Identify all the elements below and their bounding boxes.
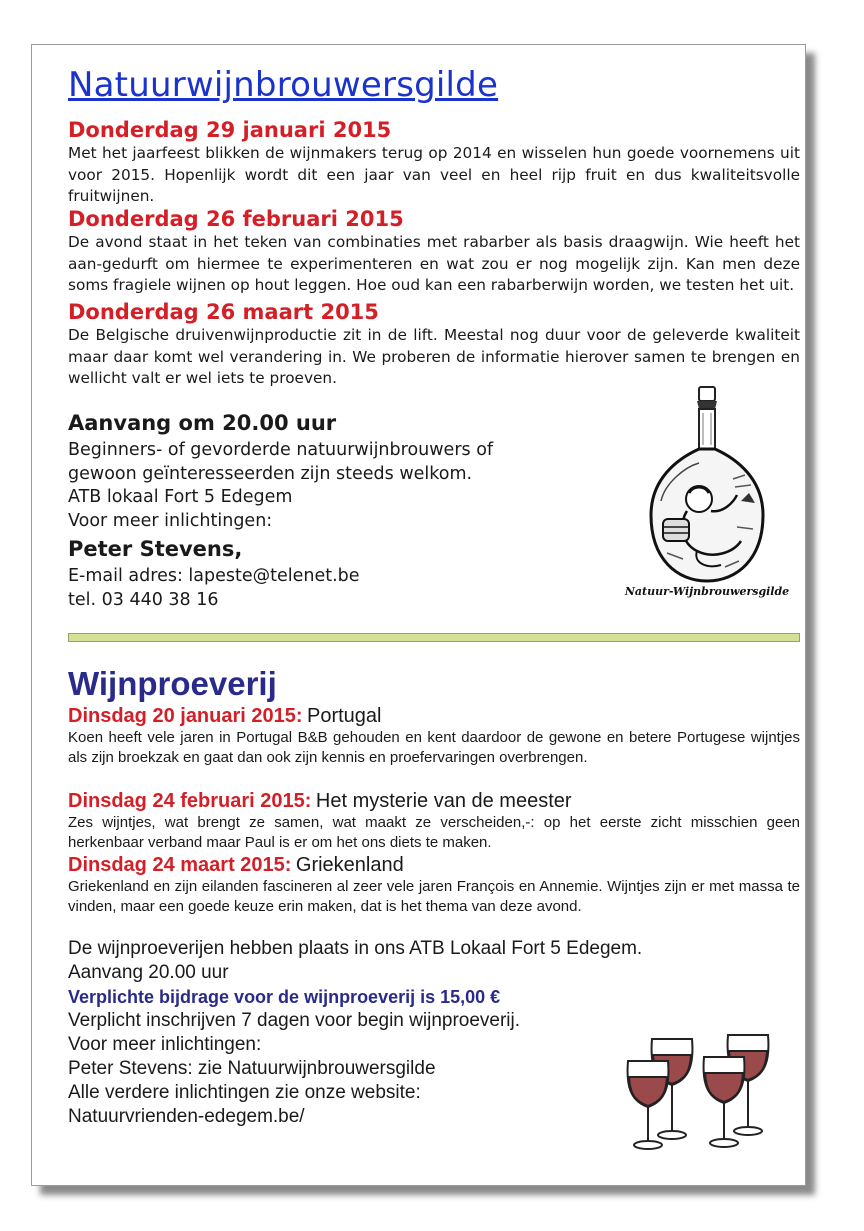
section2-event-2 bbox=[68, 790, 800, 852]
section2-event-1 bbox=[68, 705, 800, 767]
contact-name: Peter Stevens, bbox=[68, 537, 243, 561]
wine-glasses-icon bbox=[624, 1033, 780, 1153]
contact-line: Peter Stevens: zie Natuurwijnbrouwersgilde bbox=[68, 1058, 436, 1079]
event-topic: Griekenland bbox=[295, 854, 404, 876]
event-text: De Belgische druivenwijnproductie zit in de lift. Meestal nog duur voor de geleverde kwaliteit maar daar komt wel verandering in. We proberen de informatie hierover samen te brengen en wellicht valt er wel iets te proeven. bbox=[68, 326, 800, 387]
wine-bottle-cherub-icon bbox=[624, 383, 790, 599]
event-text: Koen heeft vele jaren in Portugal B&B gehouden en kent daardoor de gewone en betere Portugese wijntjes als zijn broekzak en gaat dan ook zijn kennis en proefervaringen overbrengen. bbox=[68, 729, 800, 766]
event-date: Donderdag 29 januari 2015 bbox=[68, 118, 392, 142]
event-text: Griekenland en zijn eilanden fascineren al zeer vele jaren François en Annemie. Wijntjes zijn er met massa te vinden, maar een goede keuze erin maken, dat is het thema van deze avond. bbox=[68, 878, 800, 915]
email-line: E-mail adres: lapeste@telenet.be bbox=[68, 566, 360, 586]
website-intro: Alle verdere inlichtingen zie onze website: bbox=[68, 1082, 421, 1103]
contact-details bbox=[68, 565, 360, 612]
website-link[interactable]: Natuurvrienden-edegem.be/ bbox=[68, 1106, 305, 1127]
info-line: ATB lokaal Fort 5 Edegem bbox=[68, 487, 293, 507]
info-line: Beginners- of gevorderde natuurwijnbrouwers of bbox=[68, 440, 494, 460]
event-date: Donderdag 26 maart 2015 bbox=[68, 300, 379, 324]
event-date: Dinsdag 24 februari 2015: bbox=[68, 790, 312, 812]
event-date: Dinsdag 24 maart 2015: bbox=[68, 854, 292, 876]
section2-title: Wijnproeverij bbox=[68, 665, 277, 702]
fee-line: Verplichte bijdrage voor de wijnproeverij is 15,00 € bbox=[68, 987, 501, 1007]
event-topic: Het mysterie van de meester bbox=[315, 790, 572, 812]
location-line: De wijnproeverijen hebben plaats in ons ATB Lokaal Fort 5 Edegem. bbox=[68, 938, 643, 959]
section-divider bbox=[68, 633, 800, 642]
info-line: Voor meer inlichtingen: bbox=[68, 510, 273, 531]
info-block bbox=[68, 439, 493, 533]
start-line: Aanvang 20.00 uur bbox=[68, 962, 229, 983]
more-info-line: Voor meer inlichtingen: bbox=[68, 1034, 262, 1055]
logo-caption: Natuur-Wijnbrouwersgilde bbox=[624, 585, 790, 598]
event-text: Zes wijntjes, wat brengt ze samen, wat maakt ze verscheiden,-: op het eerste zicht misschien geen herkenbaar verband maar Paul is er om het ons diets te maken. bbox=[68, 814, 800, 851]
start-heading: Aanvang om 20.00 uur bbox=[68, 411, 337, 435]
tel-line: tel. 03 440 38 16 bbox=[68, 589, 219, 610]
event-text: De avond staat in het teken van combinaties met rabarber als basis draagwijn. Wie heeft het aan-gedurft om hiermee te experimenteren en wat zou er nog mogelijk zijn. Kan men deze soms fragiele wijnen op hout leggen. Hoe oud kan een rabarberwijn worden, we testen het uit. bbox=[68, 233, 800, 294]
flyer-page bbox=[31, 44, 806, 1186]
section2-event-3 bbox=[68, 854, 800, 916]
section1-title: Natuurwijnbrouwersgilde bbox=[68, 65, 499, 105]
register-line: Verplicht inschrijven 7 dagen voor begin wijnproeverij. bbox=[68, 1010, 521, 1031]
event-date: Dinsdag 20 januari 2015: bbox=[68, 705, 303, 727]
info-line: gewoon geïnteresseerden zijn steeds welkom. bbox=[68, 463, 473, 484]
section1-event-3 bbox=[68, 300, 800, 390]
section1-event-1 bbox=[68, 118, 800, 208]
event-date: Donderdag 26 februari 2015 bbox=[68, 207, 404, 231]
event-text: Met het jaarfeest blikken de wijnmakers terug op 2014 en wisselen hun goede voornemens uit voor 2015. Hopenlijk wordt dit een jaar van veel en heel rijp fruit en dus kwaliteitsvolle fruitwijnen. bbox=[68, 144, 800, 205]
event-topic: Portugal bbox=[307, 705, 382, 727]
section1-event-2 bbox=[68, 207, 800, 297]
